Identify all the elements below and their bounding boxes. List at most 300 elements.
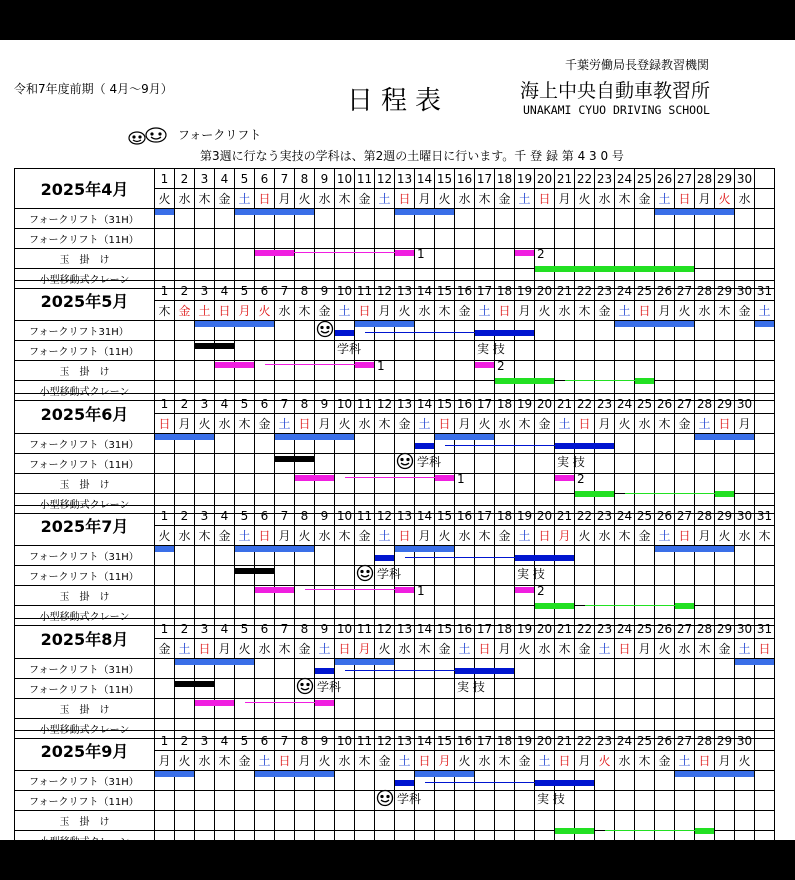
schedule-cell xyxy=(555,229,575,249)
day-number: 16 xyxy=(455,619,475,639)
course-label: フォークリフト（11H） xyxy=(15,679,155,699)
day-number: 21 xyxy=(555,506,575,526)
course-label: 玉 掛 け xyxy=(15,586,155,606)
schedule-cell xyxy=(415,361,435,381)
day-number: 5 xyxy=(235,281,255,301)
schedule-cell xyxy=(375,679,395,699)
schedule-cell xyxy=(155,434,175,454)
weekday: 金 xyxy=(455,301,475,321)
schedule-cell xyxy=(615,249,635,269)
day-number: 24 xyxy=(615,731,635,751)
weekday: 火 xyxy=(575,189,595,209)
schedule-cell xyxy=(315,791,335,811)
course-label: 玉 掛 け xyxy=(15,474,155,494)
schedule-cell xyxy=(615,321,635,341)
schedule-cell xyxy=(275,229,295,249)
schedule-cell xyxy=(315,229,335,249)
schedule-annotation: 1 xyxy=(457,472,465,486)
schedule-cell xyxy=(395,831,415,851)
schedule-cell xyxy=(375,566,395,586)
weekday: 木 xyxy=(215,751,235,771)
schedule-cell xyxy=(235,566,255,586)
schedule-cell xyxy=(195,474,215,494)
schedule-cell xyxy=(295,229,315,249)
schedule-cell xyxy=(575,546,595,566)
schedule-cell xyxy=(415,659,435,679)
schedule-cell xyxy=(295,771,315,791)
day-number: 28 xyxy=(695,281,715,301)
day-number: 27 xyxy=(675,281,695,301)
schedule-cell xyxy=(575,811,595,831)
schedule-cell xyxy=(255,546,275,566)
day-number: 17 xyxy=(475,619,495,639)
day-number: 15 xyxy=(435,281,455,301)
weekday: 日 xyxy=(295,414,315,434)
schedule-cell xyxy=(375,474,395,494)
weekday: 月 xyxy=(715,751,735,771)
weekday: 月 xyxy=(495,639,515,659)
schedule-cell xyxy=(235,831,255,851)
schedule-cell xyxy=(535,229,555,249)
schedule-cell xyxy=(315,249,335,269)
day-number: 8 xyxy=(295,281,315,301)
weekday: 土 xyxy=(255,751,275,771)
schedule-cell xyxy=(555,321,575,341)
schedule-cell xyxy=(755,831,775,851)
day-number: 16 xyxy=(455,731,475,751)
schedule-cell xyxy=(695,659,715,679)
day-number: 31 xyxy=(755,619,775,639)
day-number: 18 xyxy=(495,169,515,189)
schedule-cell xyxy=(695,341,715,361)
schedule-cell xyxy=(395,321,415,341)
weekday: 水 xyxy=(355,414,375,434)
schedule-annotation: 2 xyxy=(497,359,505,373)
schedule-cell xyxy=(715,659,735,679)
day-number: 27 xyxy=(675,731,695,751)
schedule-cell xyxy=(215,771,235,791)
day-number: 16 xyxy=(455,394,475,414)
day-number: 31 xyxy=(755,281,775,301)
schedule-annotation: 2 xyxy=(537,247,545,261)
day-number: 25 xyxy=(635,169,655,189)
weekday: 月 xyxy=(175,414,195,434)
schedule-cell xyxy=(215,831,235,851)
day-number: 6 xyxy=(255,506,275,526)
schedule-cell xyxy=(455,791,475,811)
weekday: 日 xyxy=(535,526,555,546)
schedule-cell xyxy=(375,586,395,606)
month-block xyxy=(14,168,774,289)
schedule-cell xyxy=(295,811,315,831)
weekday: 日 xyxy=(215,301,235,321)
schedule-cell xyxy=(535,321,555,341)
schedule-cell xyxy=(515,586,535,606)
schedule-cell xyxy=(355,249,375,269)
schedule-cell xyxy=(595,209,615,229)
day-number: 8 xyxy=(295,619,315,639)
schedule-cell xyxy=(755,474,775,494)
month-label: 2025年8月 xyxy=(15,619,155,659)
schedule-cell xyxy=(255,209,275,229)
schedule-cell xyxy=(615,474,635,494)
schedule-cell xyxy=(355,209,375,229)
schedule-cell xyxy=(635,811,655,831)
schedule-cell xyxy=(315,454,335,474)
weekday: 日 xyxy=(615,639,635,659)
schedule-cell xyxy=(695,679,715,699)
schedule-cell xyxy=(635,586,655,606)
day-number: 18 xyxy=(495,281,515,301)
schedule-cell xyxy=(535,209,555,229)
schedule-cell xyxy=(315,831,335,851)
schedule-cell xyxy=(215,791,235,811)
schedule-cell xyxy=(155,566,175,586)
schedule-cell xyxy=(535,546,555,566)
schedule-cell xyxy=(395,249,415,269)
schedule-cell xyxy=(275,546,295,566)
schedule-cell xyxy=(655,811,675,831)
schedule-cell xyxy=(595,679,615,699)
schedule-annotation: 実 技 xyxy=(517,567,545,581)
schedule-cell xyxy=(495,209,515,229)
day-number: 4 xyxy=(215,731,235,751)
weekday: 水 xyxy=(535,639,555,659)
schedule-cell xyxy=(195,321,215,341)
weekday: 月 xyxy=(295,751,315,771)
schedule-cell xyxy=(335,831,355,851)
day-number: 10 xyxy=(335,281,355,301)
schedule-cell xyxy=(655,341,675,361)
weekday: 金 xyxy=(215,189,235,209)
course-label: 小型移動式クレーン xyxy=(15,719,155,739)
schedule-cell xyxy=(635,474,655,494)
schedule-annotation: 実 技 xyxy=(557,455,585,469)
day-number: 27 xyxy=(675,506,695,526)
schedule-annotation: 2 xyxy=(577,472,585,486)
schedule-cell xyxy=(215,361,235,381)
schedule-cell xyxy=(715,321,735,341)
weekday: 火 xyxy=(535,301,555,321)
day-number: 8 xyxy=(295,731,315,751)
day-number: 2 xyxy=(175,619,195,639)
day-number: 23 xyxy=(595,619,615,639)
schedule-cell xyxy=(235,699,255,719)
schedule-cell xyxy=(595,321,615,341)
weekday: 火 xyxy=(375,639,395,659)
schedule-cell xyxy=(155,474,175,494)
weekday: 木 xyxy=(355,751,375,771)
schedule-cell xyxy=(175,229,195,249)
schedule-cell xyxy=(175,791,195,811)
day-number: 19 xyxy=(515,731,535,751)
schedule-cell xyxy=(555,546,575,566)
schedule-cell xyxy=(675,361,695,381)
weekday: 水 xyxy=(215,414,235,434)
schedule-cell xyxy=(275,699,295,719)
schedule-cell xyxy=(655,699,675,719)
weekday: 金 xyxy=(595,301,615,321)
schedule-cell xyxy=(295,566,315,586)
day-number: 29 xyxy=(715,506,735,526)
empty-cell xyxy=(755,169,775,189)
day-number: 14 xyxy=(415,281,435,301)
day-number: 19 xyxy=(515,169,535,189)
schedule-cell xyxy=(435,321,455,341)
schedule-cell xyxy=(175,454,195,474)
schedule-cell xyxy=(655,454,675,474)
schedule-cell xyxy=(675,811,695,831)
schedule-cell xyxy=(295,454,315,474)
course-label: 小型移動式クレーン xyxy=(15,269,155,289)
month-table xyxy=(14,393,775,514)
schedule-cell xyxy=(215,209,235,229)
weekday: 金 xyxy=(675,414,695,434)
schedule-cell xyxy=(295,361,315,381)
schedule-cell xyxy=(355,474,375,494)
weekday: 土 xyxy=(275,414,295,434)
weekday: 土 xyxy=(235,189,255,209)
month-table xyxy=(14,505,775,626)
schedule-annotation: 1 xyxy=(377,359,385,373)
schedule-cell xyxy=(475,209,495,229)
schedule-cell xyxy=(235,546,255,566)
schedule-cell xyxy=(555,771,575,791)
schedule-cell xyxy=(375,454,395,474)
day-number: 9 xyxy=(315,281,335,301)
day-number: 11 xyxy=(355,394,375,414)
schedule-cell xyxy=(495,361,515,381)
schedule-cell xyxy=(195,811,215,831)
schedule-cell xyxy=(735,229,755,249)
course-label: フォークリフト（31H） xyxy=(15,771,155,791)
schedule-page xyxy=(0,40,795,848)
weekday: 水 xyxy=(735,526,755,546)
schedule-cell xyxy=(715,586,735,606)
schedule-cell xyxy=(235,341,255,361)
schedule-cell xyxy=(435,811,455,831)
weekday: 土 xyxy=(455,639,475,659)
weekday: 火 xyxy=(295,189,315,209)
schedule-cell xyxy=(235,679,255,699)
schedule-cell xyxy=(455,454,475,474)
schedule-annotation: 実 技 xyxy=(537,792,565,806)
schedule-cell xyxy=(355,586,375,606)
weekday: 土 xyxy=(415,414,435,434)
weekday: 金 xyxy=(175,301,195,321)
schedule-cell xyxy=(675,546,695,566)
schedule-cell xyxy=(755,249,775,269)
schedule-cell xyxy=(475,831,495,851)
schedule-cell xyxy=(375,699,395,719)
schedule-cell xyxy=(715,454,735,474)
day-number: 30 xyxy=(735,619,755,639)
schedule-cell xyxy=(515,791,535,811)
schedule-cell xyxy=(555,791,575,811)
schedule-cell xyxy=(195,249,215,269)
weekday: 月 xyxy=(575,751,595,771)
schedule-cell xyxy=(315,546,335,566)
schedule-cell xyxy=(575,659,595,679)
schedule-cell xyxy=(155,659,175,679)
schedule-cell xyxy=(595,434,615,454)
schedule-cell xyxy=(155,229,175,249)
schedule-cell xyxy=(255,586,275,606)
schedule-cell xyxy=(495,699,515,719)
schedule-cell xyxy=(735,321,755,341)
day-number: 10 xyxy=(335,731,355,751)
schedule-cell xyxy=(315,474,335,494)
schedule-cell xyxy=(715,699,735,719)
day-number: 5 xyxy=(235,394,255,414)
schedule-cell xyxy=(335,811,355,831)
weekday: 土 xyxy=(335,301,355,321)
schedule-cell xyxy=(615,811,635,831)
schedule-cell xyxy=(755,699,775,719)
weekday: 火 xyxy=(715,189,735,209)
weekday: 木 xyxy=(555,639,575,659)
schedule-cell xyxy=(555,209,575,229)
schedule-cell xyxy=(575,699,595,719)
schedule-cell xyxy=(755,229,775,249)
schedule-cell xyxy=(515,434,535,454)
schedule-cell xyxy=(295,659,315,679)
weekday: 水 xyxy=(255,639,275,659)
weekday: 水 xyxy=(615,751,635,771)
schedule-cell xyxy=(595,831,615,851)
schedule-cell xyxy=(575,341,595,361)
weekday: 水 xyxy=(695,301,715,321)
schedule-cell xyxy=(375,361,395,381)
schedule-annotation: 1 xyxy=(417,247,425,261)
schedule-cell xyxy=(635,434,655,454)
weekday: 月 xyxy=(555,189,575,209)
schedule-cell xyxy=(375,341,395,361)
weekday: 水 xyxy=(175,189,195,209)
schedule-cell xyxy=(215,546,235,566)
schedule-cell xyxy=(715,229,735,249)
day-number: 1 xyxy=(155,394,175,414)
weekday: 水 xyxy=(315,526,335,546)
empty-cell xyxy=(755,189,775,209)
schedule-cell xyxy=(155,321,175,341)
schedule-cell xyxy=(215,474,235,494)
schedule-cell xyxy=(755,546,775,566)
schedule-cell xyxy=(395,586,415,606)
weekday: 火 xyxy=(575,526,595,546)
weekday: 月 xyxy=(435,751,455,771)
month-block xyxy=(14,505,774,626)
schedule-cell xyxy=(715,209,735,229)
weekday: 金 xyxy=(495,189,515,209)
weekday: 金 xyxy=(435,639,455,659)
day-number: 26 xyxy=(655,281,675,301)
day-number: 22 xyxy=(575,394,595,414)
schedule-cell xyxy=(175,546,195,566)
schedule-cell xyxy=(395,811,415,831)
schedule-cell xyxy=(755,566,775,586)
day-number: 27 xyxy=(675,394,695,414)
schedule-cell xyxy=(475,771,495,791)
schedule-cell xyxy=(375,249,395,269)
day-number: 29 xyxy=(715,619,735,639)
weekday: 木 xyxy=(275,639,295,659)
weekday: 水 xyxy=(595,189,615,209)
schedule-cell xyxy=(735,361,755,381)
day-number: 22 xyxy=(575,169,595,189)
schedule-cell xyxy=(455,341,475,361)
day-number: 1 xyxy=(155,731,175,751)
day-number: 19 xyxy=(515,506,535,526)
weekday: 日 xyxy=(275,751,295,771)
day-number: 9 xyxy=(315,619,335,639)
schedule-cell xyxy=(535,434,555,454)
schedule-cell xyxy=(495,566,515,586)
weekday: 月 xyxy=(555,526,575,546)
schedule-cell xyxy=(575,679,595,699)
schedule-cell xyxy=(235,454,255,474)
schedule-cell xyxy=(435,566,455,586)
empty-cell xyxy=(755,394,775,414)
schedule-cell xyxy=(495,811,515,831)
weekday: 月 xyxy=(415,526,435,546)
weekday: 金 xyxy=(295,639,315,659)
day-number: 25 xyxy=(635,394,655,414)
day-number: 4 xyxy=(215,506,235,526)
schedule-cell xyxy=(195,791,215,811)
schedule-cell xyxy=(575,474,595,494)
schedule-cell xyxy=(475,341,495,361)
day-number: 9 xyxy=(315,394,335,414)
weekday: 火 xyxy=(455,751,475,771)
schedule-cell xyxy=(735,699,755,719)
day-number: 11 xyxy=(355,169,375,189)
day-number: 7 xyxy=(275,169,295,189)
schedule-cell xyxy=(315,659,335,679)
schedule-cell xyxy=(255,249,275,269)
schedule-cell xyxy=(415,699,435,719)
schedule-cell xyxy=(255,341,275,361)
schedule-cell xyxy=(615,586,635,606)
schedule-cell xyxy=(715,546,735,566)
schedule-cell xyxy=(575,791,595,811)
schedule-cell xyxy=(575,249,595,269)
schedule-cell xyxy=(715,566,735,586)
schedule-cell xyxy=(515,341,535,361)
day-number: 30 xyxy=(735,731,755,751)
course-label: フォークリフト（11H） xyxy=(15,341,155,361)
schedule-cell xyxy=(275,566,295,586)
schedule-cell xyxy=(755,434,775,454)
schedule-cell xyxy=(475,249,495,269)
schedule-cell xyxy=(735,546,755,566)
course-label: 小型移動式クレーン xyxy=(15,381,155,401)
schedule-cell xyxy=(695,771,715,791)
schedule-cell xyxy=(395,771,415,791)
schedule-cell xyxy=(175,771,195,791)
schedule-annotation: 学科 xyxy=(317,680,342,694)
weekday: 金 xyxy=(235,751,255,771)
day-number: 11 xyxy=(355,281,375,301)
schedule-cell xyxy=(435,361,455,381)
day-number: 2 xyxy=(175,731,195,751)
empty-cell xyxy=(755,751,775,771)
schedule-cell xyxy=(155,791,175,811)
schedule-cell xyxy=(315,679,335,699)
day-number: 19 xyxy=(515,281,535,301)
schedule-cell xyxy=(735,566,755,586)
schedule-cell xyxy=(435,474,455,494)
